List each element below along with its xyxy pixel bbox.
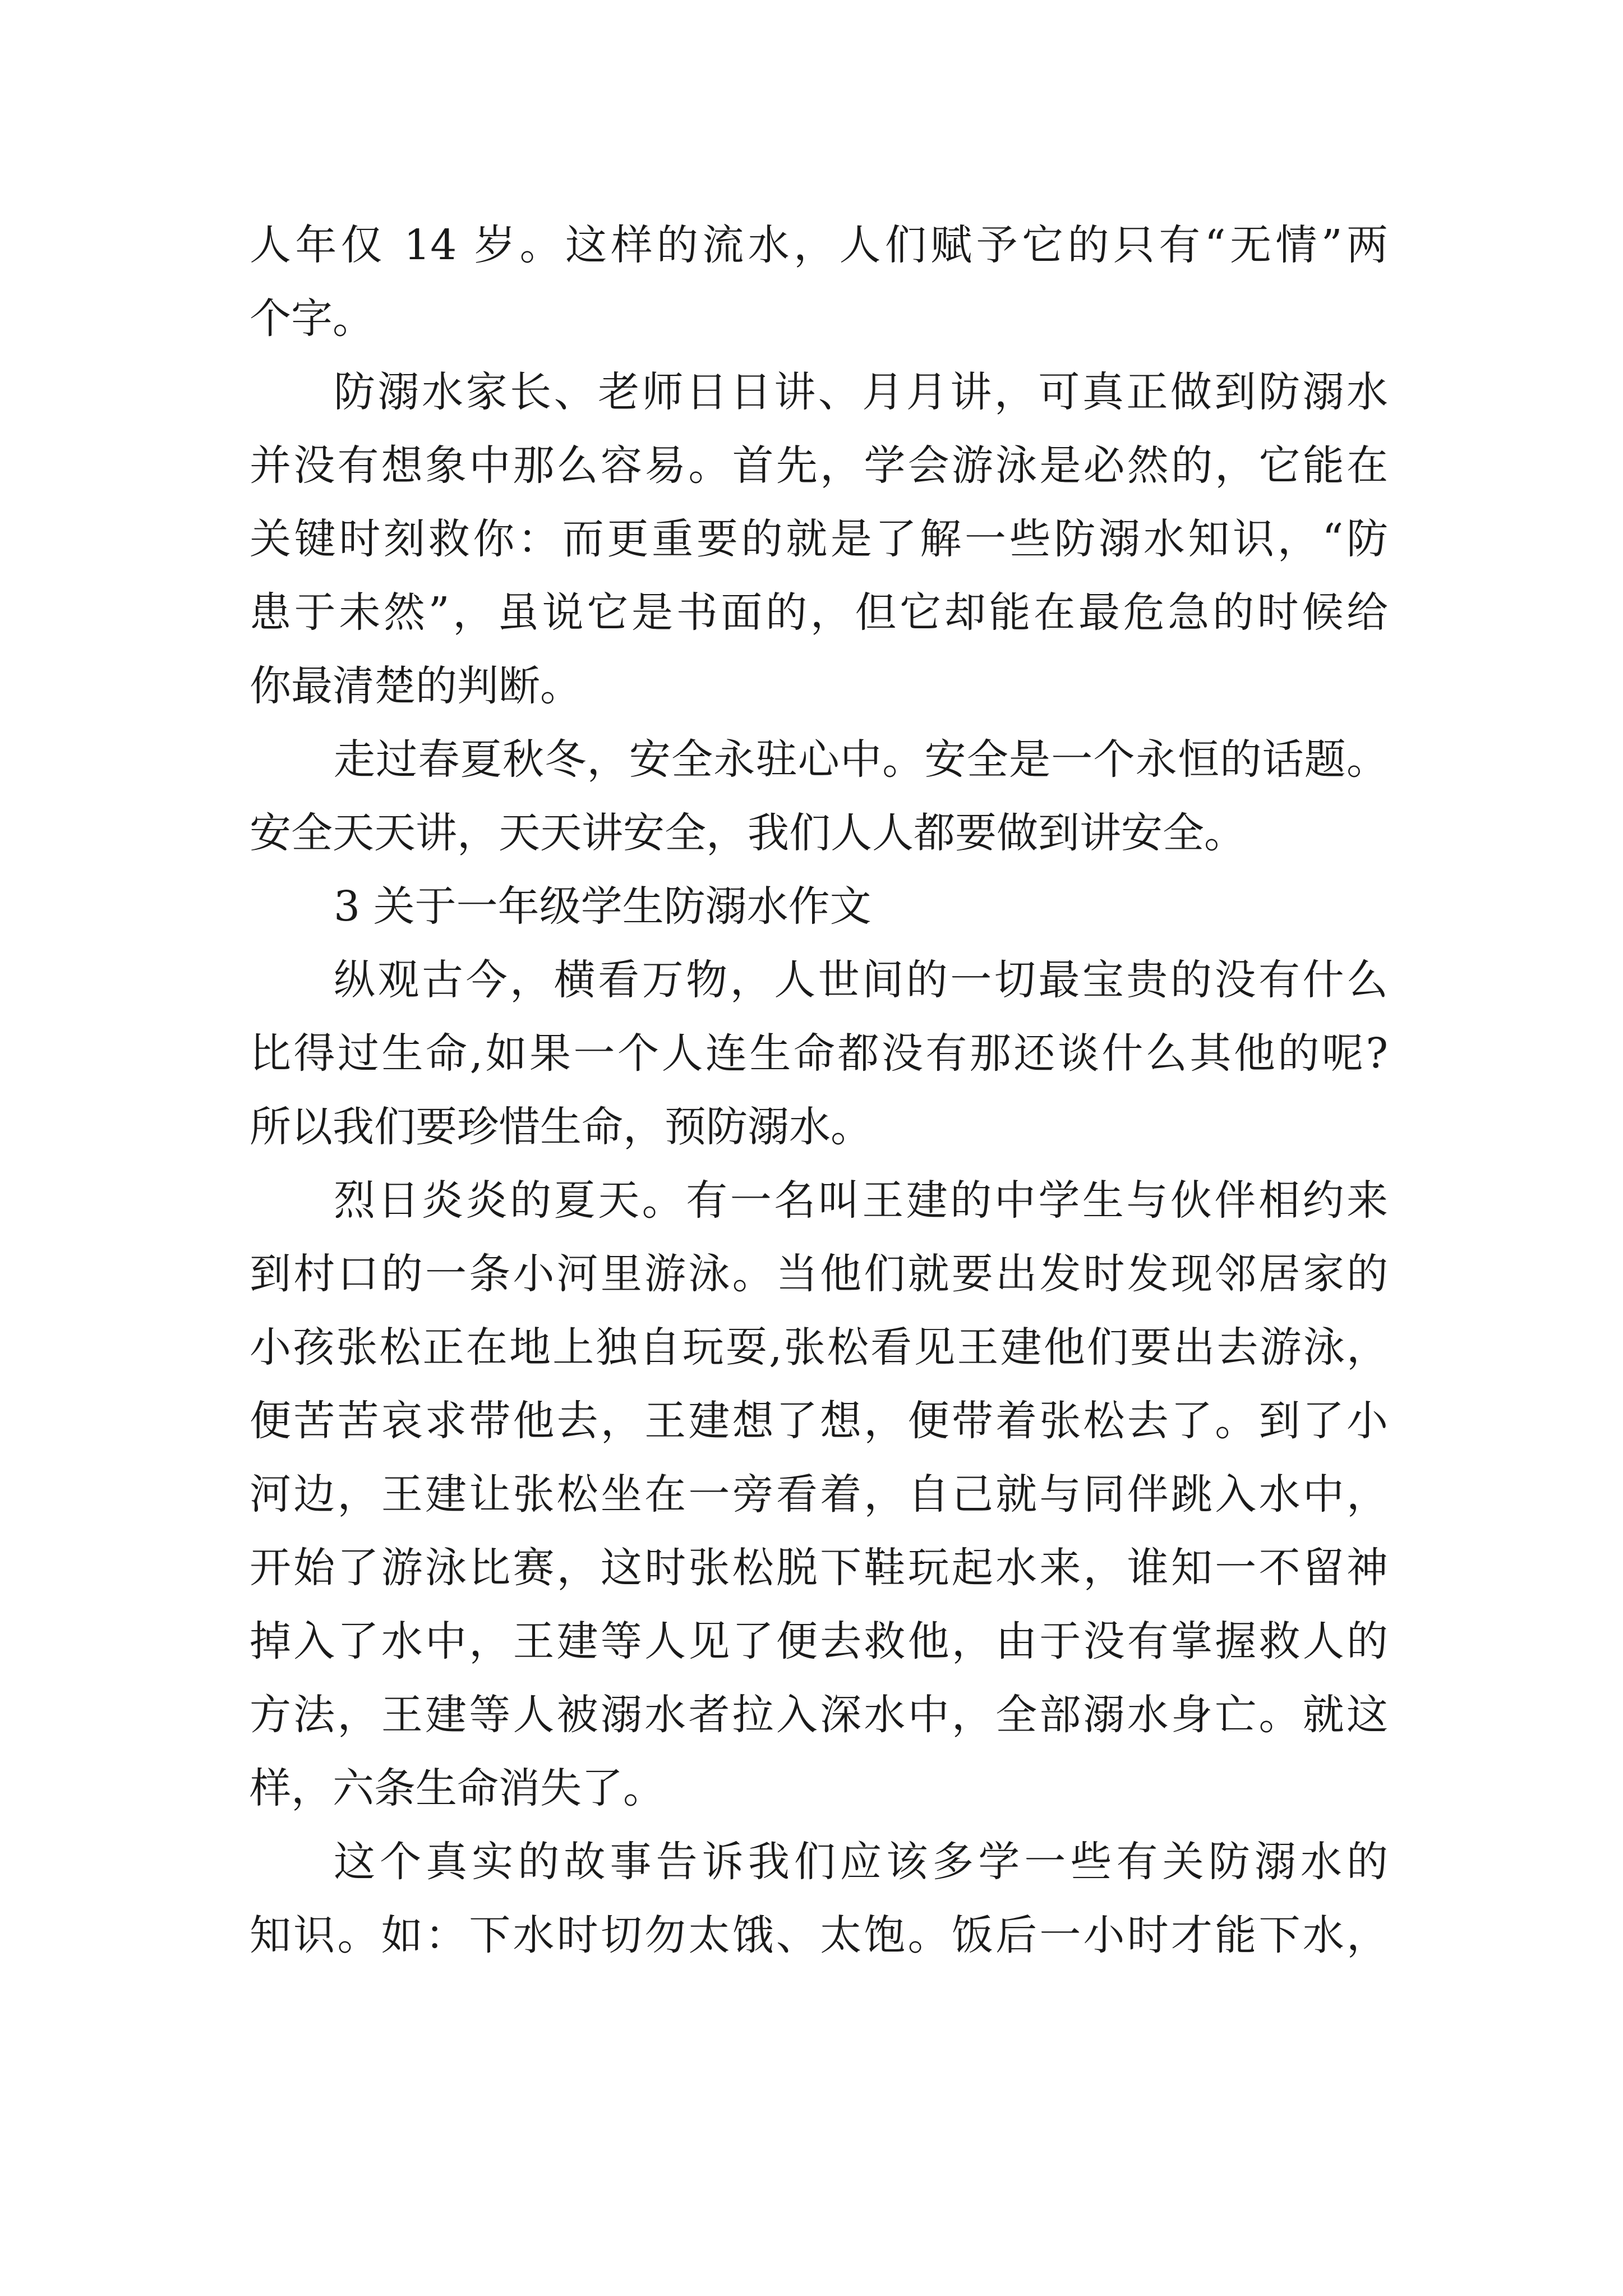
text-line: 患于未然”，虽说它是书面的，但它却能在最危急的时候给 [250,588,1388,637]
text-line: 并没有想象中那么容易。首先，学会游泳是必然的，它能在 [250,441,1388,490]
text-line: 比得过生命,如果一个人连生命都没有那还谈什么其他的呢? [250,1029,1388,1078]
text-line: 掉入了水中，王建等人见了便去救他，由于没有掌握救人的 [250,1617,1388,1665]
text-line: 小孩张松正在地上独自玩耍,张松看见王建他们要出去游泳， [250,1323,1388,1372]
text-line: 安全天天讲，天天讲安全，我们人人都要做到讲安全。 [250,809,1246,857]
section-heading: 3 关于一年级学生防溺水作文 [334,882,872,931]
text-line: 方法，王建等人被溺水者拉入深水中，全部溺水身亡。就这 [250,1691,1388,1739]
text-line: 个字。 [250,295,374,343]
document-body [250,209,1388,1972]
text-line: 开始了游泳比赛，这时张松脱下鞋玩起水来，谁知一不留神 [250,1544,1388,1592]
text-line: 样，六条生命消失了。 [250,1764,665,1812]
text-line: 所以我们要珍惜生命，预防溺水。 [250,1103,872,1151]
text-line: 人年仅 14 岁。这样的流水，人们赋予它的只有“无情”两 [250,221,1388,269]
text-line: 你最清楚的判断。 [250,662,582,710]
text-line: 烈日炎炎的夏天。有一名叫王建的中学生与伙伴相约来 [334,1176,1388,1225]
text-line: 知识。如：下水时切勿太饿、太饱。饭后一小时才能下水， [250,1911,1388,1959]
text-line: 关键时刻救你：而更重要的就是了解一些防溺水知识，“防 [250,515,1388,563]
text-line: 防溺水家长、老师日日讲、月月讲，可真正做到防溺水 [334,368,1388,416]
text-line: 纵观古今，横看万物，人世间的一切最宝贵的没有什么 [334,956,1388,1004]
text-line: 走过春夏秋冬，安全永驻心中。安全是一个永恒的话题。 [334,735,1388,784]
text-line: 河边，王建让张松坐在一旁看着，自己就与同伴跳入水中， [250,1470,1388,1519]
text-line: 便苦苦哀求带他去，王建想了想，便带着张松去了。到了小 [250,1397,1388,1445]
text-line: 这个真实的故事告诉我们应该多学一些有关防溺水的 [334,1838,1388,1886]
text-line: 到村口的一条小河里游泳。当他们就要出发时发现邻居家的 [250,1250,1388,1298]
